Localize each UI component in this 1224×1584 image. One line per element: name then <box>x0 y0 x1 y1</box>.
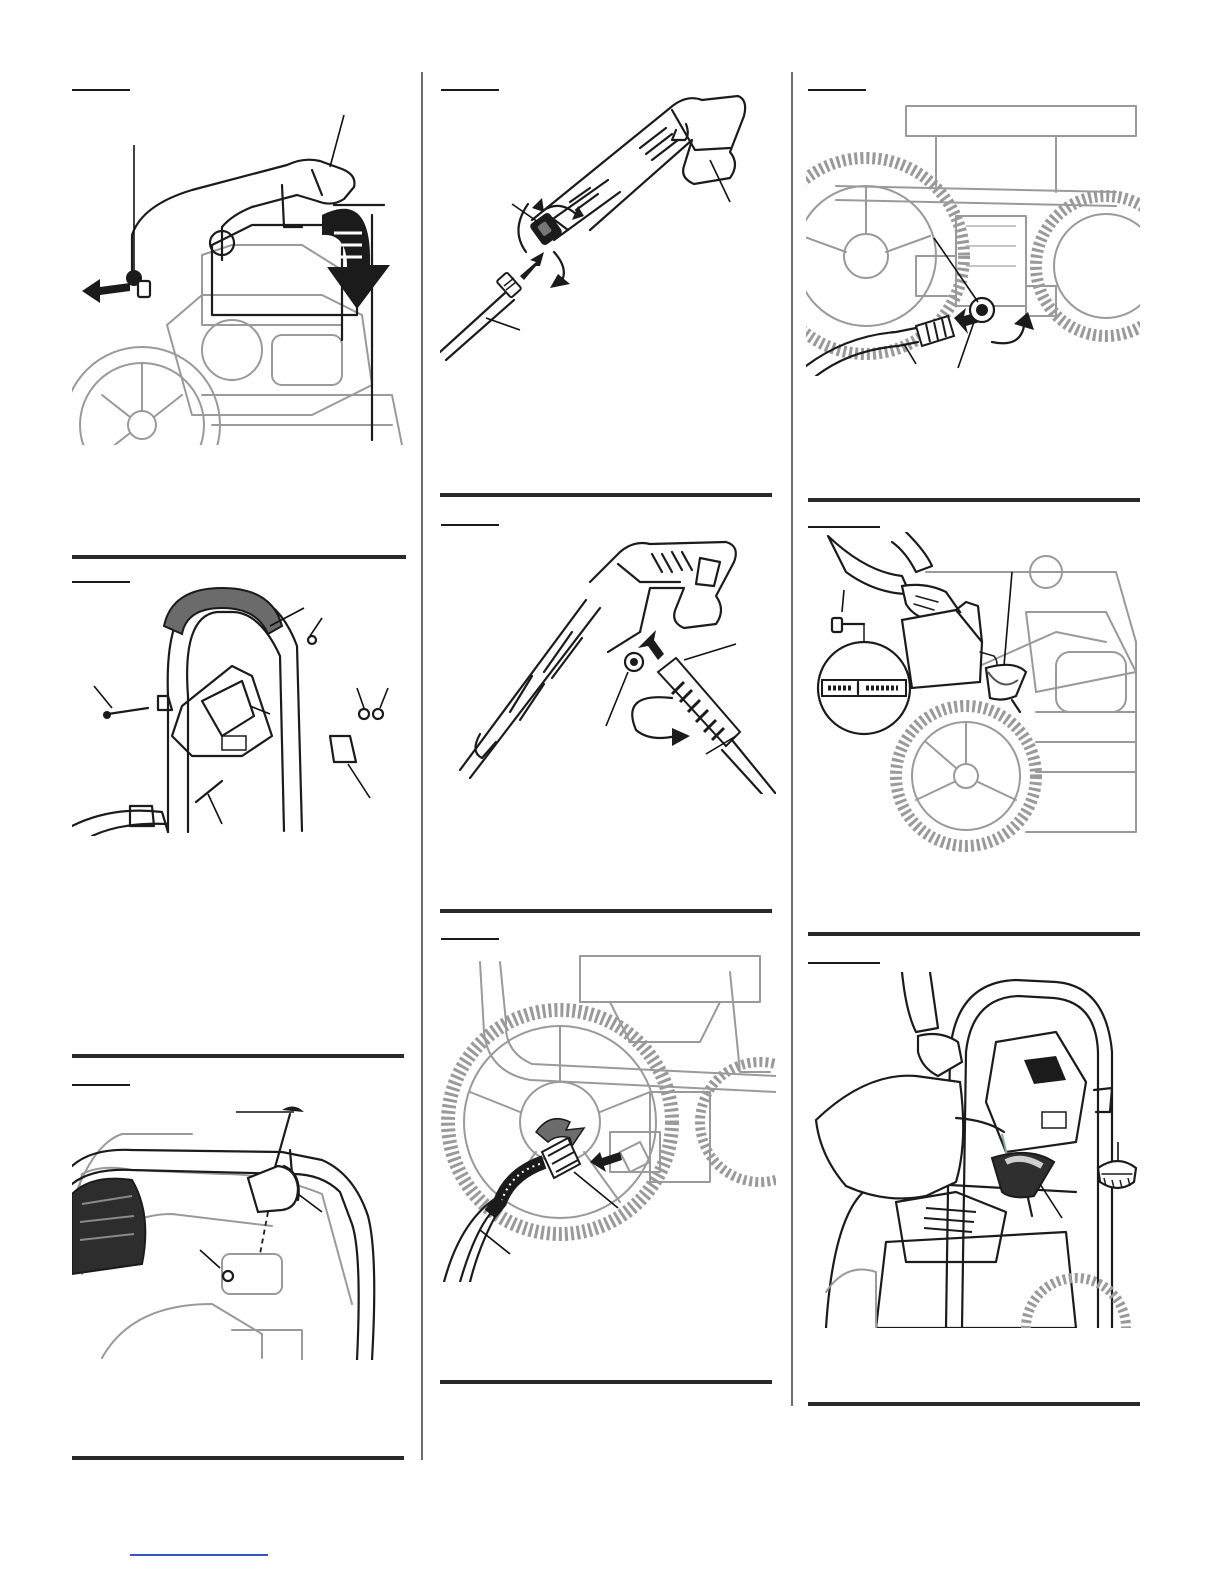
oil-fill-illustration <box>806 532 1140 852</box>
section-rule <box>440 1380 772 1384</box>
rotate-arrow-icon <box>632 697 676 738</box>
fuel-cap-icon <box>1098 1142 1136 1188</box>
section-rule <box>72 1054 404 1058</box>
figure-tab <box>808 962 880 964</box>
funnel <box>986 665 1026 700</box>
nut-icon <box>308 636 383 719</box>
section-rule <box>808 498 1140 502</box>
figure-oil-fill <box>806 532 1140 852</box>
figure-tab <box>72 89 130 91</box>
wheel-icon <box>72 347 220 445</box>
handle-bar <box>132 160 355 270</box>
handle-fold-illustration <box>72 95 408 445</box>
arrow-icon <box>82 279 130 303</box>
rotate-arrow-icon <box>322 209 390 309</box>
bolt-icon <box>196 781 222 802</box>
figure-gun-hose <box>440 522 776 794</box>
section-rule <box>440 909 772 913</box>
figure-pump-inlet <box>806 96 1140 376</box>
figure-tab <box>72 581 130 583</box>
detail-inset-icon <box>818 624 910 734</box>
figure-hose-hook <box>72 1104 408 1360</box>
oil-bottle <box>902 610 982 688</box>
figure-tab <box>808 526 880 528</box>
bolt-icon <box>103 708 148 719</box>
wheel-icon <box>896 706 1036 846</box>
hand <box>918 1034 962 1076</box>
hose-hook-illustration <box>72 1104 408 1360</box>
figure-pump-hose <box>440 952 776 1282</box>
console-bracket-illustration <box>72 586 408 836</box>
figure-tab <box>441 938 499 940</box>
footer-link-underline[interactable] <box>130 1554 268 1556</box>
column-divider-left <box>421 72 423 1460</box>
pump-hose-illustration <box>440 952 776 1282</box>
figure-handle-fold <box>72 95 408 445</box>
figure-wand-nut <box>440 80 776 362</box>
arrow-icon <box>638 630 664 660</box>
section-rule <box>440 493 772 497</box>
section-rule <box>72 1456 404 1460</box>
fuel-can <box>816 1076 963 1199</box>
wand-nut-illustration <box>440 80 776 362</box>
figure-tab <box>72 1084 130 1086</box>
nut-icon <box>223 1271 233 1281</box>
arrow-icon <box>520 252 544 280</box>
pump-inlet-illustration <box>806 96 1140 376</box>
gun-hose-illustration <box>440 522 776 794</box>
figure-tab <box>808 89 866 91</box>
section-rule <box>72 555 406 559</box>
section-rule <box>808 1402 1140 1406</box>
section-rule <box>808 932 1140 936</box>
figure-console-bracket <box>72 586 408 836</box>
arrow-icon <box>590 1152 622 1172</box>
fuel-fill-illustration <box>806 972 1140 1328</box>
column-divider-right <box>791 72 793 1406</box>
figure-fuel-fill <box>806 972 1140 1328</box>
rotate-arrow-icon <box>992 326 1024 343</box>
dipstick-icon <box>832 618 864 632</box>
control-console <box>986 1032 1086 1152</box>
wand-nut <box>529 211 564 246</box>
